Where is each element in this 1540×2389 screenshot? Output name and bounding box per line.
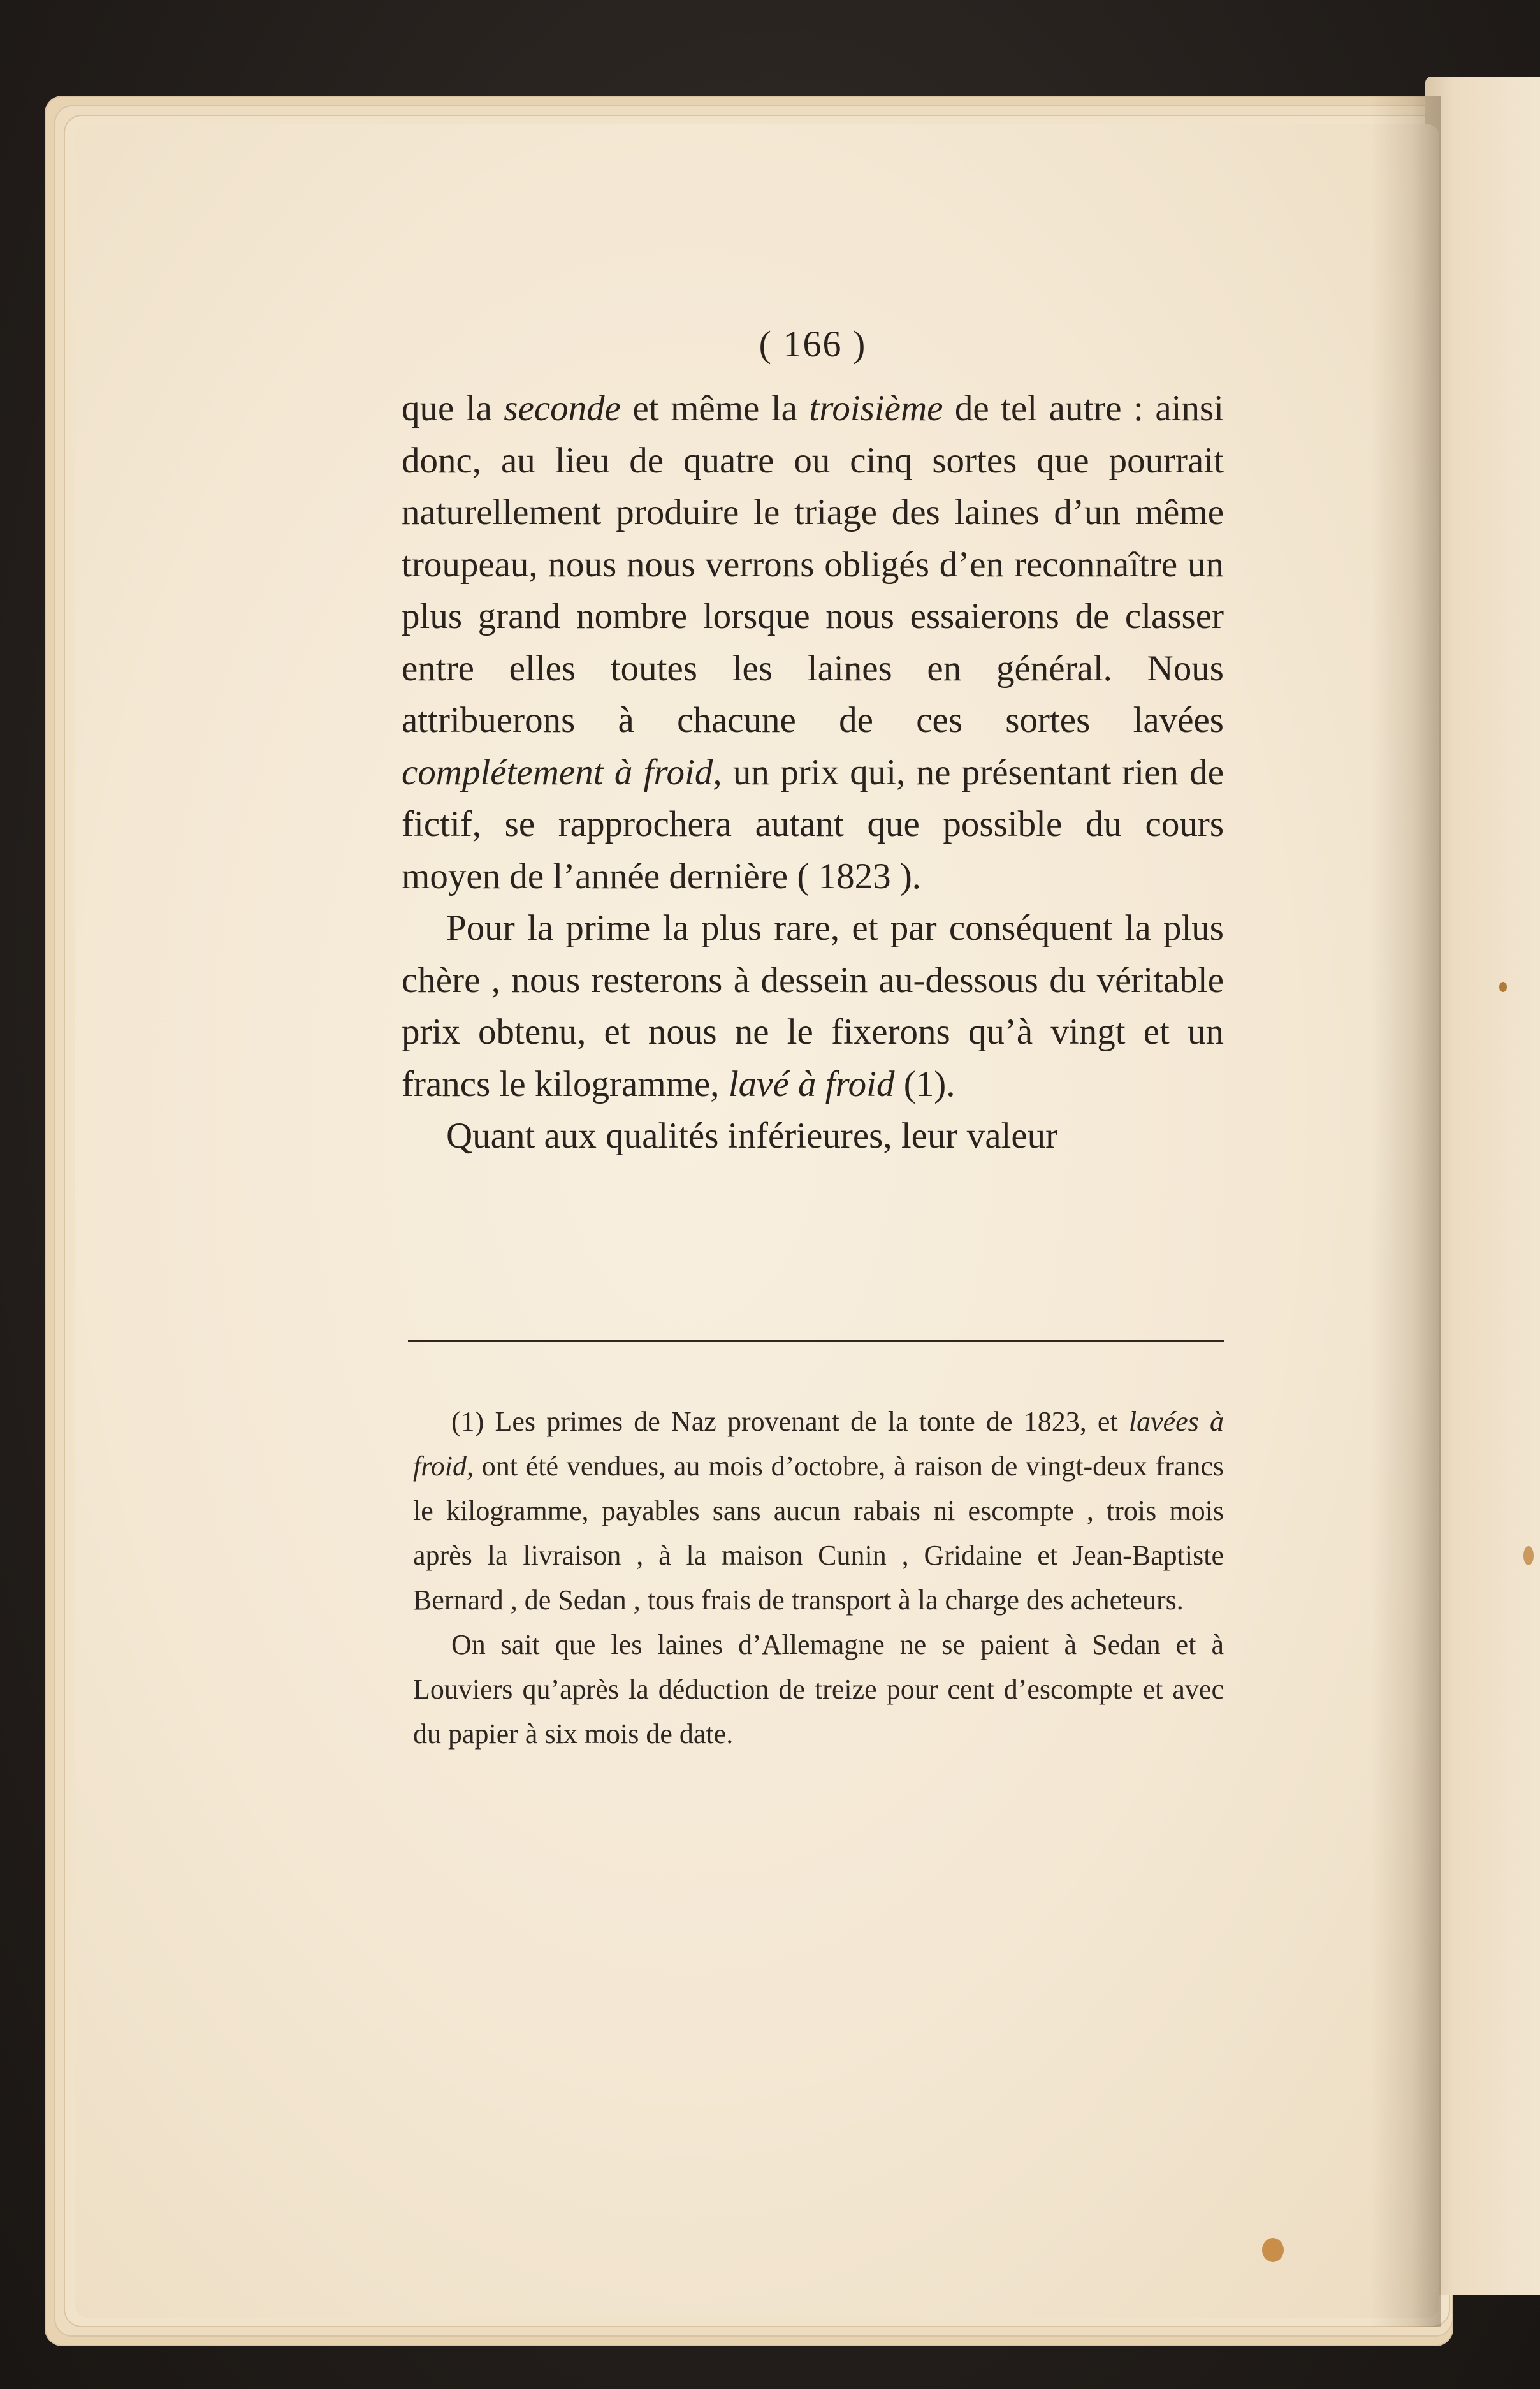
paragraph-2-text-b: (1). (894, 1063, 955, 1104)
paragraph-2-emphasis-lave: lavé à froid (728, 1063, 895, 1104)
paragraph-1 (402, 383, 1224, 902)
footnote-1-text-a: (1) Les primes de Naz provenant de la tonte de 1823, et (451, 1406, 1129, 1437)
paragraph-1-emphasis-troisieme: troisième (809, 388, 943, 428)
paragraph-2 (402, 902, 1224, 1110)
page-number: ( 166 ) (759, 323, 867, 365)
paragraph-1-text-c: de tel autre : ainsi donc, au lieu de quatre ou cinq sortes que pourrait naturellement produire le triage des laines d’un même troupeau, nous nous verrons obligés d’en reconnaître un plus grand nombre lorsque nous essaierons de classer entre elles toutes les laines en général. Nous attribuerons à chacune de ces sortes lavées (402, 388, 1224, 740)
paragraph-1-text-a: que la (402, 388, 504, 428)
facing-page-edge (1425, 77, 1540, 2295)
foxing-spot (1499, 982, 1507, 992)
gutter-shadow (1370, 96, 1441, 2327)
foxing-spot (1262, 2238, 1284, 2262)
paragraph-2-text-a: Pour la prime la plus rare, et par conséquent la plus chère , nous resterons à dessein au-dessous du véritable prix obtenu, et nous ne le fixerons qu’à vingt et un francs le kilogramme, (402, 908, 1224, 1104)
paragraph-1-text-b: et même la (620, 388, 810, 428)
paragraph-1-emphasis-seconde: seconde (504, 388, 621, 428)
footnote-2: On sait que les laines d’Allemagne ne se paient à Sedan et à Louviers qu’après la déduction de treize pour cent d’escompte et avec du papier à six mois de date. (413, 1629, 1224, 1750)
foxing-spot (1523, 1546, 1534, 1565)
paragraph-1-text-d: un prix qui, ne présentant rien de fictif, se rapprochera autant que possible du cours moyen de l’année dernière ( 1823 ). (402, 752, 1224, 896)
footnote-rule (408, 1340, 1224, 1342)
main-text (402, 383, 1224, 1162)
footnote-1-emphasis: lavées à froid, (413, 1406, 1224, 1482)
footnote-1-text-b: ont été vendues, au mois d’octobre, à raison de vingt-deux francs le kilogramme, payables sans aucun rabais ni escompte , trois mois après la livraison , à la maison Cunin , Gridaine et Jean-Baptiste Bernard , de Sedan , tous frais de transport à la charge des acheteurs. (413, 1450, 1224, 1616)
footnotes (413, 1399, 1224, 1757)
page-text-block (402, 319, 1224, 1162)
paragraph-1-emphasis-complètement: complétement à froid, (402, 752, 722, 793)
footnote-1 (413, 1399, 1224, 1623)
paragraph-3: Quant aux qualités inférieures, leur valeur (446, 1116, 1058, 1156)
